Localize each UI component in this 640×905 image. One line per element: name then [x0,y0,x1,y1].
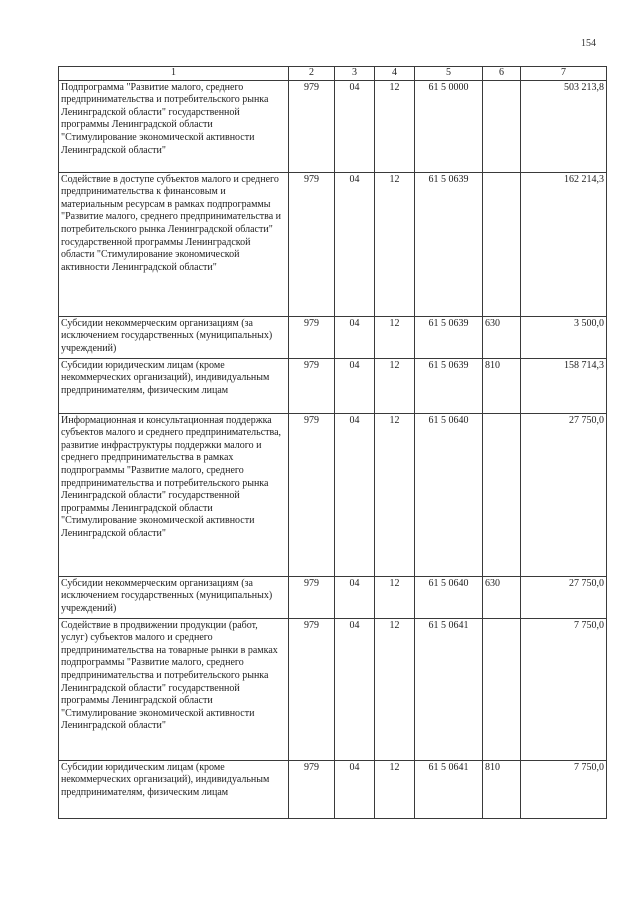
table-row [59,618,607,760]
admin-code-cell: 979 [289,576,335,618]
table-row [59,316,607,358]
table-row [59,413,607,576]
admin-code-cell: 979 [289,80,335,172]
section-cell: 04 [335,760,375,818]
expense-type-cell [483,172,521,316]
amount-cell: 27 750,0 [521,413,607,576]
table-row [59,760,607,818]
admin-code-cell: 979 [289,618,335,760]
section-cell: 04 [335,618,375,760]
row-name-cell: Субсидии юридическим лицам (кроме некоммерческих организаций), индивидуальным предпринимателям, физическим лицам [59,358,289,413]
section-cell: 04 [335,172,375,316]
subsection-cell: 12 [375,576,415,618]
section-cell: 04 [335,316,375,358]
target-article-cell: 61 5 0639 [415,358,483,413]
section-cell: 04 [335,576,375,618]
target-article-cell: 61 5 0000 [415,80,483,172]
subsection-cell: 12 [375,413,415,576]
admin-code-cell: 979 [289,358,335,413]
section-cell: 04 [335,80,375,172]
subsection-cell: 12 [375,80,415,172]
target-article-cell: 61 5 0641 [415,760,483,818]
amount-cell: 162 214,3 [521,172,607,316]
page-number: 154 [581,38,596,49]
expense-type-cell [483,413,521,576]
section-cell: 04 [335,413,375,576]
admin-code-cell: 979 [289,760,335,818]
amount-cell: 503 213,8 [521,80,607,172]
subsection-cell: 12 [375,172,415,316]
table-row [59,172,607,316]
table-row [59,358,607,413]
expense-type-cell: 630 [483,576,521,618]
header-cell: 2 [289,67,335,81]
target-article-cell: 61 5 0640 [415,413,483,576]
expense-type-cell: 810 [483,358,521,413]
table-row [59,576,607,618]
row-name-cell: Содействие в доступе субъектов малого и среднего предпринимательства к финансовым и материальным ресурсам в рамках подпрограммы "Развитие малого, среднего предпринимательства и потребительского рынка Ленинградской области" государственной программы Ленинградской области "Стимулирование экономической активности Ленинградской области" [59,172,289,316]
row-name-cell: Субсидии юридическим лицам (кроме некоммерческих организаций), индивидуальным предпринимателям, физическим лицам [59,760,289,818]
admin-code-cell: 979 [289,413,335,576]
expense-type-cell [483,618,521,760]
header-cell: 1 [59,67,289,81]
subsection-cell: 12 [375,760,415,818]
expense-type-cell [483,80,521,172]
subsection-cell: 12 [375,358,415,413]
header-cell: 6 [483,67,521,81]
header-cell: 3 [335,67,375,81]
target-article-cell: 61 5 0640 [415,576,483,618]
subsection-cell: 12 [375,618,415,760]
expense-type-cell: 810 [483,760,521,818]
budget-table [58,66,607,819]
target-article-cell: 61 5 0641 [415,618,483,760]
table-row [59,80,607,172]
row-name-cell: Субсидии некоммерческим организациям (за исключением государственных (муниципальных) учреждений) [59,576,289,618]
table-header-row [59,67,607,81]
amount-cell: 158 714,3 [521,358,607,413]
header-cell: 7 [521,67,607,81]
amount-cell: 27 750,0 [521,576,607,618]
header-cell: 5 [415,67,483,81]
subsection-cell: 12 [375,316,415,358]
amount-cell: 3 500,0 [521,316,607,358]
amount-cell: 7 750,0 [521,760,607,818]
amount-cell: 7 750,0 [521,618,607,760]
row-name-cell: Информационная и консультационная поддержка субъектов малого и среднего предпринимательства, развитие инфраструктуры поддержки малого и среднего предпринимательства в рамках подпрограммы "Развитие малого, среднего предпринимательства и потребительского рынка Ленинградской области" государственной программы Ленинградской области "Стимулирование экономической активности Ленинградской области" [59,413,289,576]
target-article-cell: 61 5 0639 [415,316,483,358]
row-name-cell: Содействие в продвижении продукции (работ, услуг) субъектов малого и среднего предпринимательства на товарные рынки в рамках подпрограммы "Развитие малого, среднего предпринимательства и потребительского рынка Ленинградской области" государственной программы Ленинградской области "Стимулирование экономической активности Ленинградской области" [59,618,289,760]
row-name-cell: Подпрограмма "Развитие малого, среднего предпринимательства и потребительского рынка Ленинградской области" государственной программы Ленинградской области "Стимулирование экономической активности Ленинградской области" [59,80,289,172]
target-article-cell: 61 5 0639 [415,172,483,316]
header-cell: 4 [375,67,415,81]
admin-code-cell: 979 [289,172,335,316]
expense-type-cell: 630 [483,316,521,358]
admin-code-cell: 979 [289,316,335,358]
row-name-cell: Субсидии некоммерческим организациям (за исключением государственных (муниципальных) учреждений) [59,316,289,358]
section-cell: 04 [335,358,375,413]
